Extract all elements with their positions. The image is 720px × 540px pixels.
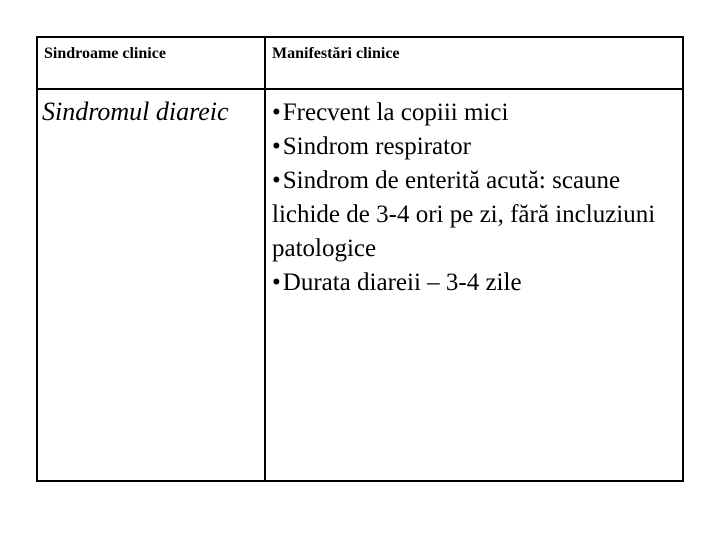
column-divider [264,38,266,480]
manifestations-list [272,96,672,300]
manifestation-text: Sindrom respirator [282,133,471,160]
manifestation-text: Durata diareii – 3-4 zile [282,269,522,296]
list-item [272,96,672,130]
syndrome-name: Sindromul diareic [42,97,229,126]
manifestation-text: Sindrom de enterită acută: scaune lichide de 3-4 ori pe zi, fără incluziuni patologice [272,167,656,262]
header-manifestations: Manifestări clinice [272,45,400,62]
bullet-icon: • [272,269,281,296]
manifestation-text: Frecvent la copiii mici [282,99,509,126]
list-item [272,266,672,300]
bullet-icon: • [272,167,281,194]
bullet-icon: • [272,99,281,126]
clinical-table [36,36,684,482]
list-item [272,130,672,164]
header-row-divider [38,88,682,90]
header-syndromes: Sindroame clinice [44,45,166,62]
list-item [272,164,672,266]
bullet-icon: • [272,133,281,160]
